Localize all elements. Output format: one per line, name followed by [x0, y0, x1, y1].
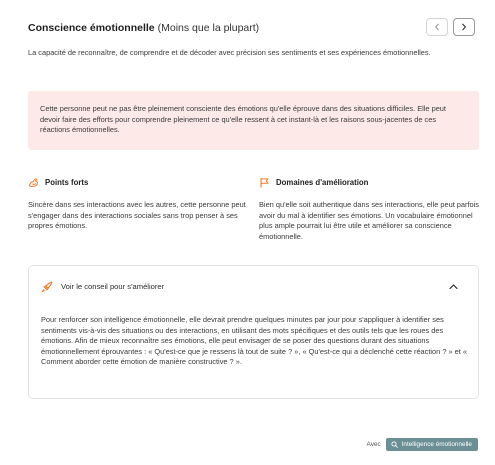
improvements-section — [259, 176, 484, 242]
intelligence-badge[interactable] — [386, 438, 478, 451]
muscle-icon — [28, 177, 39, 188]
improvements-title: Domaines d'amélioration — [276, 177, 369, 187]
footer-prefix: Avec — [366, 441, 381, 448]
warning-banner — [28, 91, 479, 150]
search-icon — [391, 441, 398, 448]
warning-text: Cette personne peut ne pas être pleinement consciente des émotions qu'elle éprouve dans des situations difficiles. Elle peut devoir faire des efforts pour comprendre pleinement ce qu'elle ressent à cet instant-là et les raisons sous-jacentes de ces réactions émotionnelles. — [40, 104, 446, 134]
chevron-left-icon — [433, 23, 441, 31]
improvements-text: Bien qu'elle soit authentique dans ses interactions, elle peut parfois avoir du mal à identifier ses émotions. Un vocabulaire émotionnel plus ample pourrait lui être utile et améliorer sa conscience émotionnelle. — [259, 200, 479, 241]
trait-description: La capacité de reconnaître, de comprendre et de décoder avec précision ses sentiments et ses expériences émotionnelles. — [28, 48, 431, 57]
flag-icon — [259, 177, 270, 188]
tip-text: Pour renforcer son intelligence émotionnelle, elle devrait prendre quelques minutes par jour pour s'appliquer à identifier ses sentiments vis-à-vis des situations ou des interactions, en utilisant des mots spécifiques et des outils tels que les roues des émotions. Afin de mieux reconnaître ses émotions, elle peut envisager de se poser des questions durant des situations émotionnellement éprouvantes : « Qu'est-ce que je ressens là tout de suite ? », « Qu'est-ce qui a déclenché cette réaction ? » et « Comment aborder cette émotion de manière constructive ? ». — [41, 315, 467, 366]
footer-attribution — [367, 438, 478, 451]
strengths-text: Sincère dans ses interactions avec les autres, cette personne peut s'engager dans des interactions sociales sans trop penser à ses propres émotions. — [28, 200, 246, 230]
title-main: Conscience émotionnelle — [28, 22, 155, 34]
strengths-title: Points forts — [45, 177, 89, 187]
title-subtitle: (Moins que la plupart) — [157, 22, 260, 34]
section-header — [28, 21, 475, 43]
strengths-section — [28, 176, 248, 232]
badge-label: Intelligence émotionnelle — [401, 441, 472, 448]
next-button[interactable] — [453, 18, 475, 36]
strengths-header — [28, 176, 248, 188]
prev-button[interactable] — [426, 18, 448, 36]
tip-toggle[interactable] — [41, 280, 466, 293]
tip-label: Voir le conseil pour s'améliorer — [61, 282, 165, 291]
chevron-right-icon — [460, 23, 468, 31]
rocket-icon — [41, 281, 53, 293]
page-title — [28, 21, 259, 35]
chevron-up-icon[interactable] — [449, 283, 458, 290]
pager-nav — [426, 18, 475, 36]
improvement-tip-panel — [28, 265, 479, 399]
improvements-header — [259, 176, 484, 188]
